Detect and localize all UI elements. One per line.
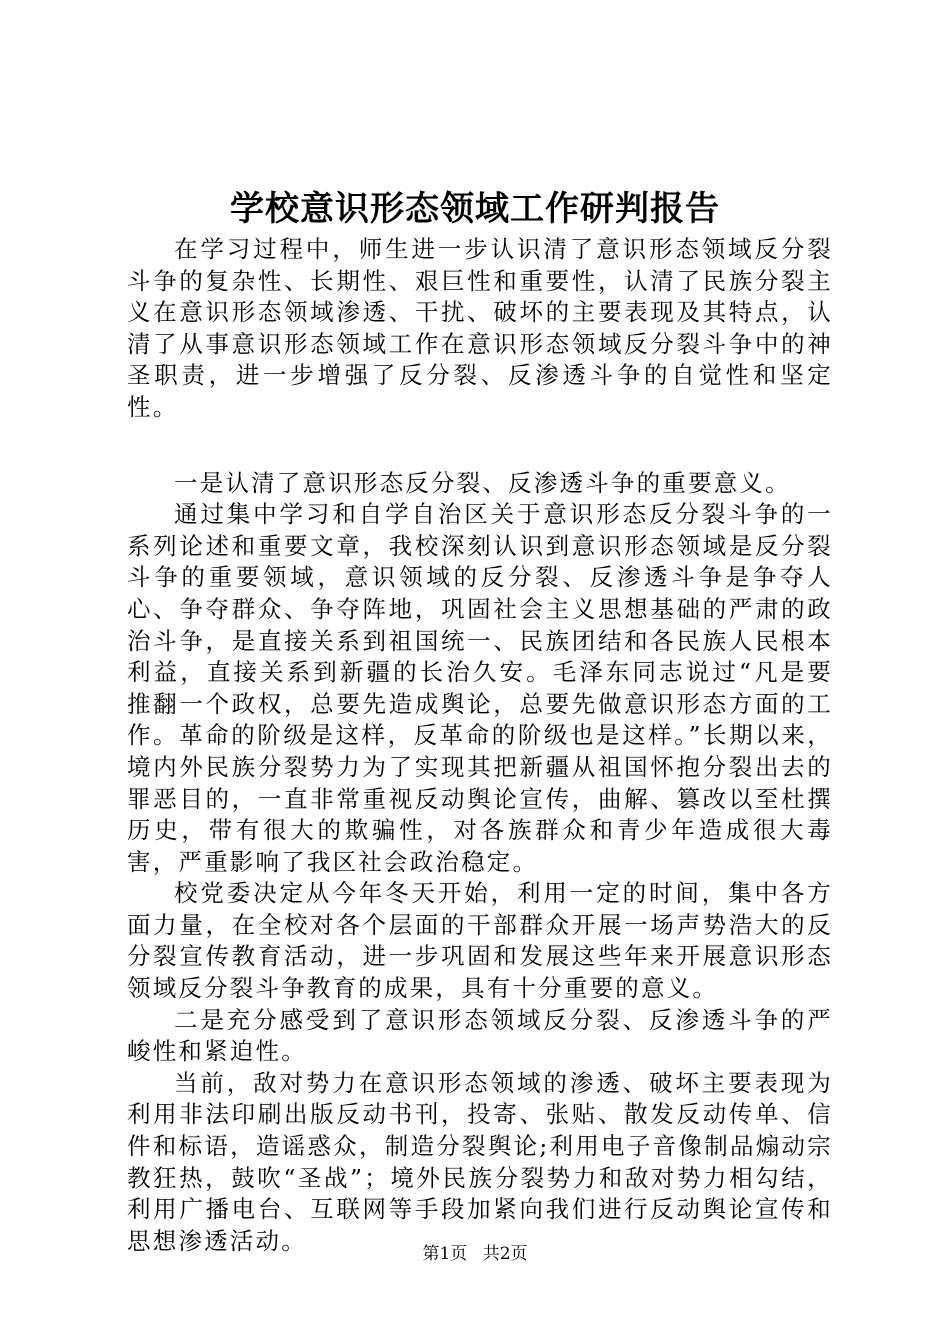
- paragraph-point-two: 二是充分感受到了意识形态领域反分裂、反渗透斗争的严峻性和紧迫性。: [127, 1005, 833, 1066]
- page-total: 共2页: [482, 1244, 528, 1264]
- document-body: [127, 234, 833, 1257]
- paragraph-study: 通过集中学习和自学自治区关于意识形态反分裂斗争的一系列论述和重要文章，我校深刻认识到意识形态领域是反分裂斗争的重要领域，意识领域的反分裂、反渗透斗争是争夺人心、争夺群众、争夺阵地，巩固社会主义思想基础的严肃的政治斗争，是直接关系到祖国统一、民族团结和各民族人民根本利益，直接关系到新疆的长治久安。毛泽东同志说过“凡是要推翻一个政权，总要先造成舆论，总要先做意识形态方面的工作。革命的阶级是这样，反革命的阶级也是这样。”长期以来，境内外民族分裂势力为了实现其把新疆从祖国怀抱分裂出去的罪恶目的，一直非常重视反动舆论宣传，曲解、篡改以至杜撰历史，带有很大的欺骗性，对各族群众和青少年造成很大毒害，严重影响了我区社会政治稳定。: [127, 500, 833, 876]
- page-number: 第1页: [422, 1244, 468, 1264]
- paragraph-decision: 校党委决定从今年冬天开始，利用一定的时间，集中各方面力量，在全校对各个层面的干部群众开展一场声势浩大的反分裂宣传教育活动，进一步巩固和发展这些年来开展意识形态领域反分裂斗争教育的成果，具有十分重要的意义。: [127, 879, 833, 1003]
- page-footer: [0, 1243, 950, 1265]
- document-title: 学校意识形态领域工作研判报告: [230, 189, 720, 229]
- paragraph-intro: 在学习过程中，师生进一步认识清了意识形态领域反分裂斗争的复杂性、长期性、艰巨性和重要性，认清了民族分裂主义在意识形态领域渗透、干扰、破坏的主要表现及其特点，认清了从事意识形态领域工作在意识形态领域反分裂斗争中的神圣职责，进一步增强了反分裂、反渗透斗争的自觉性和坚定性。: [127, 235, 833, 421]
- paragraph-current-situation: 当前，敌对势力在意识形态领域的渗透、破坏主要表现为利用非法印刷出版反动书刊，投寄、张贴、散发反动传单、信件和标语，造谣惑众，制造分裂舆论;利用电子音像制品煽动宗教狂热，鼓吹“圣战”；境外民族分裂势力和敌对势力相勾结，利用广播电台、互联网等手段加紧向我们进行反动舆论宣传和思想渗透活动。: [127, 1068, 833, 1255]
- paragraph-point-one: 一是认清了意识形态反分裂、反渗透斗争的重要意义。: [174, 468, 791, 497]
